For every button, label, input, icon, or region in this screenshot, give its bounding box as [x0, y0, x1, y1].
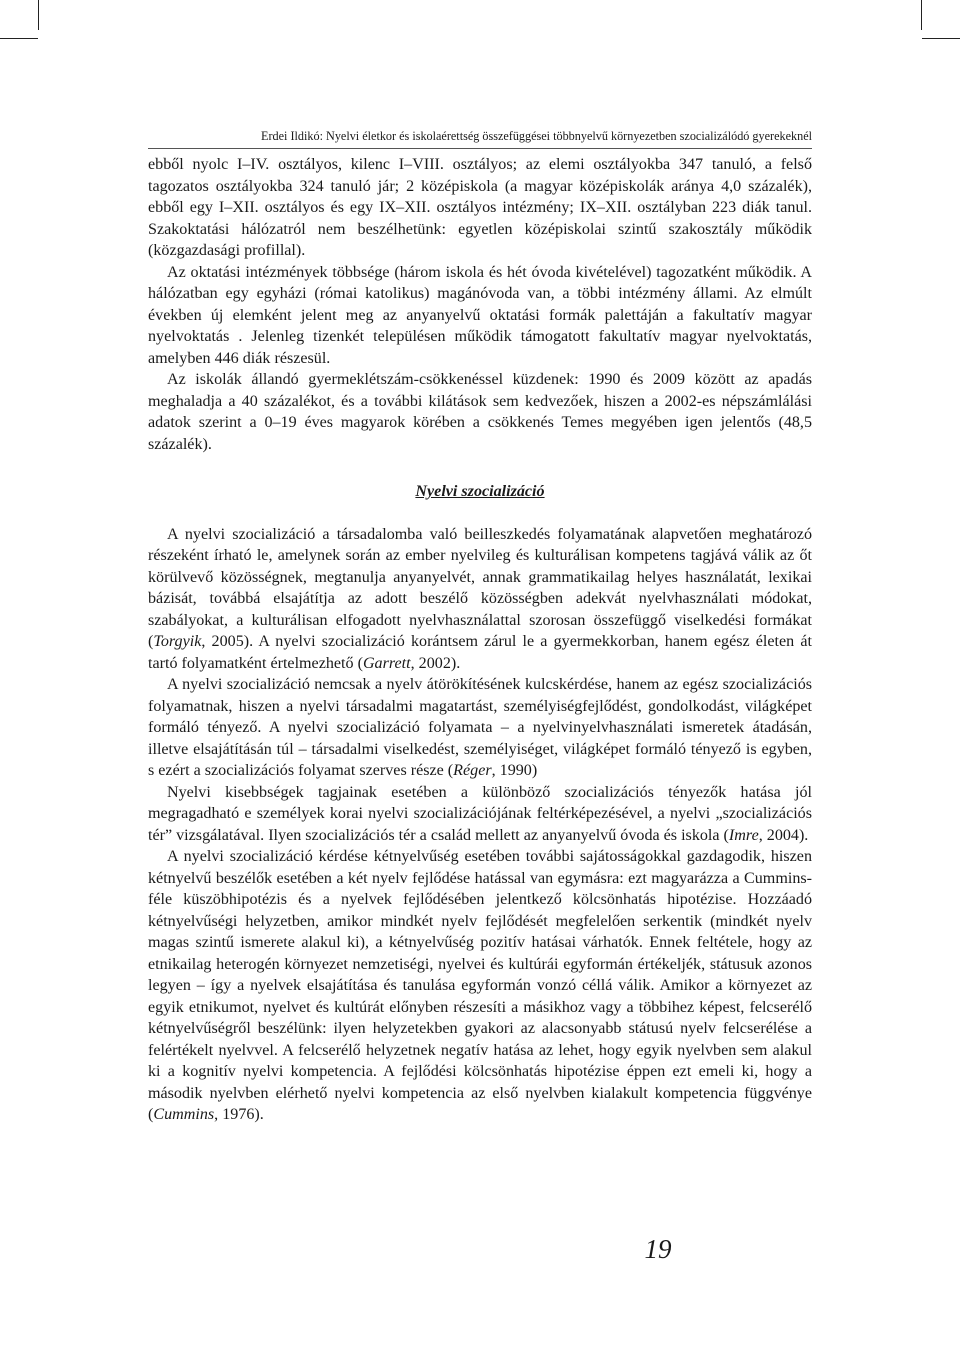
paragraph-text: A nyelvi szocializáció kérdése kétnyelvűség esetében további sajátosságokkal gazdagodik, hiszen kétnyelvű beszélők esetében a két nyelv fejlődése hatással van egymásra: ezt magyarázza a Cummins-féle küszöbhipotézis és a nyelvek fejlődésében jelentkező kölcsönhatás hipotézise. Hozzáadó kétnyelvűségi helyzetben, amikor mindkét nyelv fejlődését megfelelően serkentik (mindkét nyelv magas szintű ismerete alakul ki), a kétnyelvűség pozitív hatásai várhatók. Ennek feltétele, hogy az etnikailag heterogén környezet nemzetiségi, nyelvei és kultúrái egyformán értékeljék, státusuk azonos legyen – így a nyelvek elsajátítása és tanulása egyformán vonzó céllá válik. Amikor a környezet az egyik etnikumot, nyelvet és kultúrát előnyben részesíti a másikhoz vagy a többihez képest, felcserélő kétnyelvűségről beszélünk: ilyen helyzetekben gyakori az alacsonyabb státusú nyelv felcserélése a felértékelt nyelvvel. A felcserélő helyzetnek negatív hatása az lehet, hogy egyik nyelvben sem alakul ki a kognitív nyelvi kompetencia. A fejlődési kölcsönhatás hipotézise éppen ezt emeli ki, hogy a második nyelvben elérhető nyelvi kompetencia az első nyelvben kialakult kompetencia függvénye ( [148, 848, 812, 1123]
body-paragraph [148, 674, 812, 782]
body-paragraph [148, 782, 812, 847]
page-body [148, 154, 812, 1126]
crop-mark [921, 0, 922, 30]
citation-author: Torgyik [153, 633, 202, 650]
body-paragraph: ebből nyolc I–IV. osztályos, kilenc I–VIII. osztályos; az elemi osztályokba 347 tanuló, a felső tagozatos osztályokba 324 tanuló jár; 2 középiskola (a magyar középiskolák aránya 4,0 százalék), ebből egy I–XII. osztályos és egy IX–XII. osztályos intézmény; IX–XII. osztályban 223 diák tanul. Szakoktatási hálózatról nem beszélhetünk: egyetlen középiskolai szintű szakosztály működik (közgazdasági profillal). [148, 156, 812, 259]
citation-author: Cummins [153, 1106, 215, 1123]
paragraph-text: Nyelvi kisebbségek tagjainak esetében a különböző szocializációs tényezők hatása jól megragadható e személyek korai nyelvi szocializációjának feltérképezésével, a nyelvi „szocializációs tér” vizsgálatával. Ilyen szocializációs tér a család mellett az anyanyelvű óvoda és iskola ( [148, 783, 812, 844]
paragraph-text: , 2002). [410, 654, 461, 672]
section-heading: Nyelvi szocializáció [415, 483, 545, 500]
crop-mark [38, 0, 39, 30]
body-paragraph [148, 846, 812, 1126]
body-paragraph [148, 524, 812, 675]
paragraph-text: A nyelvi szocializáció a társadalomba való beilleszkedés folyamatának alapvetően meghatározó részeként írható le, amelynek során az ember nyelvileg és kulturálisan kompetens tagjává válik az őt körülvevő közösségnek, megtanulja anyanyelvét, annak grammatikailag helyes használatát, lexikai bázisát, továbbá elsajátítja az adott beszélő közösségben adekvát nyelvhasználati módokat, szabályokat, a kulturálisan elfogadott nyelvhasználattal szorosan összefüggő viselkedési formákat ( [148, 525, 812, 650]
page-number: 19 [644, 1234, 672, 1264]
body-paragraph: Az oktatási intézmények többsége (három iskola és hét óvoda kivételével) tagozatként működik. A hálózatban egy egyházi (római katolikus) magánóvoda van, a többi intézmény állami. Az elmúlt években új elemként jelent meg az anyanyelvű oktatási formák palettáján a fakultatív magyar nyelvoktatás . Jelenleg tizenkét településen működik támogatott fakultatív magyar nyelvoktatás, amelyben 446 diák részesül. [148, 263, 812, 367]
paragraph-text: , 1976). [214, 1106, 264, 1123]
paragraph-text: , 1990) [491, 762, 538, 779]
paragraph-text: , 2005). A nyelvi szocializáció korántsem zárul le a gyermekkorban, hanem egész életen át tartó folyamatként értelmezhető ( [148, 633, 812, 672]
body-paragraph: Az iskolák állandó gyermeklétszám-csökkenéssel küzdenek: 1990 és 2009 között az apadás meghaladja a 40 százalékot, és a további kilátások sem kedvezőek, hiszen a 2002-es népszámlálási adatok szerint a 0–19 éves magyarok körében a csökkenés Temes megyében igen jelentős (48,5 százalék). [148, 371, 812, 453]
paragraph-text: A nyelvi szocializáció nemcsak a nyelv átörökítésének kulcskérdése, hanem az egész szocializációs folyamatnak, hiszen a nyelvi társadalmi magatartást, személyiségfejlődést, gondolkodást, világképet formáló tényező. A nyelvi szocializáció folyamata – a nyelvinyelvhasználati ismeretek átadásán, illetve elsajátításán túl – társadalmi viselkedést, személyiséget, világképet formáló tényező is egyben, s ezért a szocializációs folyamat szerves része ( [148, 676, 812, 779]
paragraph-text: , 2004). [758, 826, 809, 844]
running-header: Erdei Ildikó: Nyelvi életkor és iskolaérettség összefüggései többnyelvű környezetben szocializálódó gyerekeknél [261, 129, 812, 143]
crop-mark [0, 38, 38, 39]
header-rule [148, 148, 812, 149]
crop-mark [922, 38, 960, 39]
citation-author: Imre [728, 826, 759, 844]
citation-author: Garrett [362, 654, 411, 672]
citation-author: Réger [453, 762, 492, 779]
